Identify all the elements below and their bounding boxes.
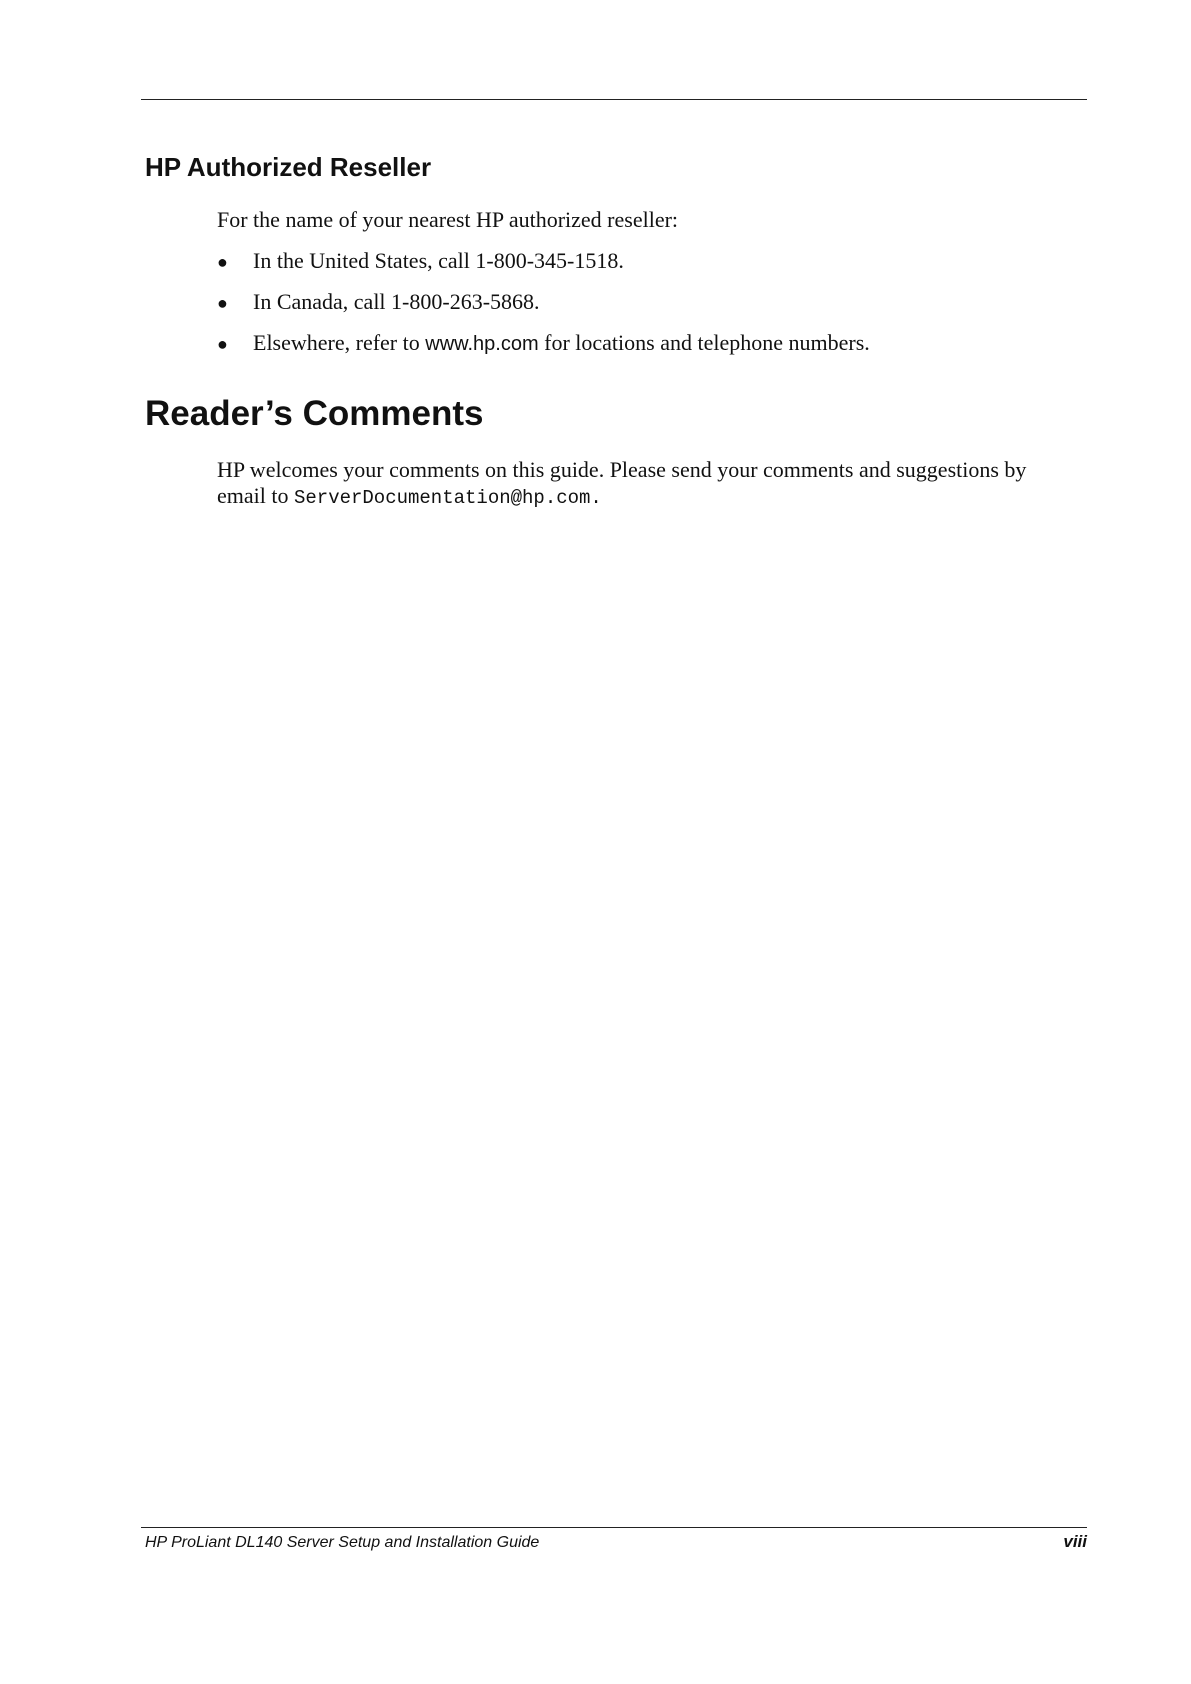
footer-document-title: HP ProLiant DL140 Server Setup and Installation Guide [145,1534,540,1551]
header-rule [141,99,1087,100]
reseller-intro: For the name of your nearest HP authorized reseller: [217,207,679,232]
list-item-prefix: Elsewhere, refer to [253,330,426,355]
list-item-text: In the United States, call 1-800-345-1518. [253,248,624,273]
bullet-icon: ● [217,293,228,313]
reseller-list [217,247,870,370]
bullet-icon: ● [217,252,228,272]
comments-body: HP welcomes your comments on this guide. Please send your comments and suggestions by email to [217,457,1027,508]
comments-paragraph [217,457,1077,511]
list-item-suffix: for locations and telephone numbers. [538,330,870,355]
feedback-email-link[interactable]: ServerDocumentation@hp.com. [293,487,602,509]
footer-page-number: viii [1063,1532,1087,1551]
footer-rule [141,1527,1087,1528]
hp-website-link[interactable]: www.hp.com [425,333,539,355]
list-item [217,247,870,288]
section-heading-comments: Reader’s Comments [145,394,484,433]
list-item [217,288,870,329]
list-item-text: In Canada, call 1-800-263-5868. [253,289,540,314]
bullet-icon: ● [217,334,228,354]
list-item [217,329,870,370]
section-heading-reseller: HP Authorized Reseller [145,152,432,182]
